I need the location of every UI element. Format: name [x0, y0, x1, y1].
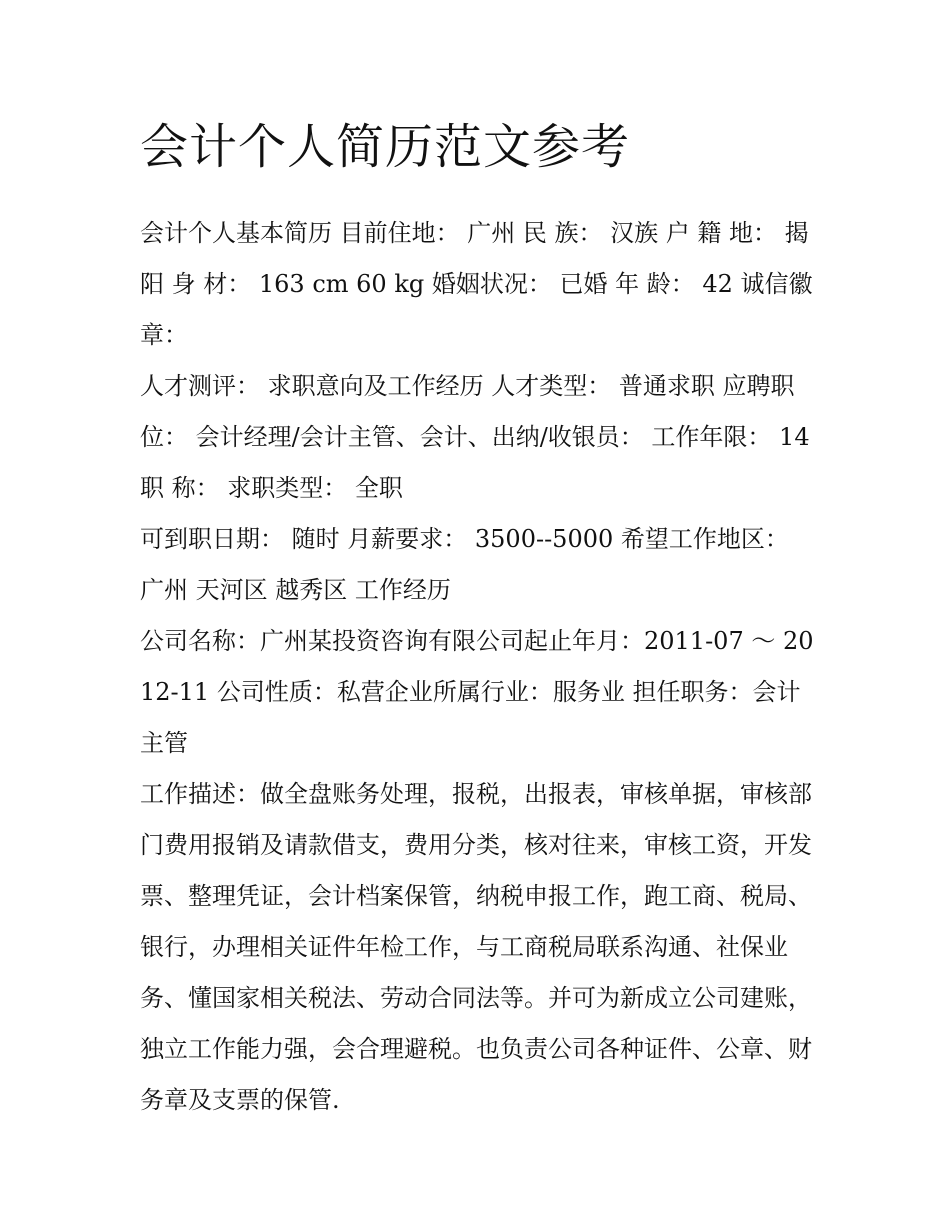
availability-paragraph: 可到职日期： 随时 月薪要求： 3500--5000 希望工作地区： 广州 天河区 越秀区 工作经历 [140, 525, 789, 604]
basic-info-paragraph: 会计个人基本简历 目前住地： 广州 民 族： 汉族 户 籍 地： 揭阳 身 材： 163 cm 60 kg 婚姻状况： 已婚 年 龄： 42 诚信徽章： [140, 219, 813, 349]
job-intention-paragraph: 人才测评： 求职意向及工作经历 人才类型： 普通求职 应聘职位： 会计经理/会计主管、会计、出纳/收银员： 工作年限： 14 职 称： 求职类型： 全职 [140, 372, 810, 502]
company-info-paragraph: 公司名称：广州某投资咨询有限公司起止年月：2011-07 ～ 2012-11 公司性质：私营企业所属行业：服务业 担任职务：会计主管 [140, 627, 814, 757]
work-description-paragraph: 工作描述：做全盘账务处理，报税，出报表，审核单据，审核部门费用报销及请款借支，费用分类，核对往来，审核工资，开发票、整理凭证，会计档案保管，纳税申报工作，跑工商、税局、银行，办理相关证件年检工作，与工商税局联系沟通、社保业务、懂国家相关税法、劳动合同法等。并可为新成立公司建账，独立工作能力强，会合理避税。也负责公司各种证件、公章、财务章及支票的保管. [140, 780, 812, 1114]
document-title: 会计个人简历范文参考 [140, 119, 631, 175]
document-body [140, 112, 820, 1126]
